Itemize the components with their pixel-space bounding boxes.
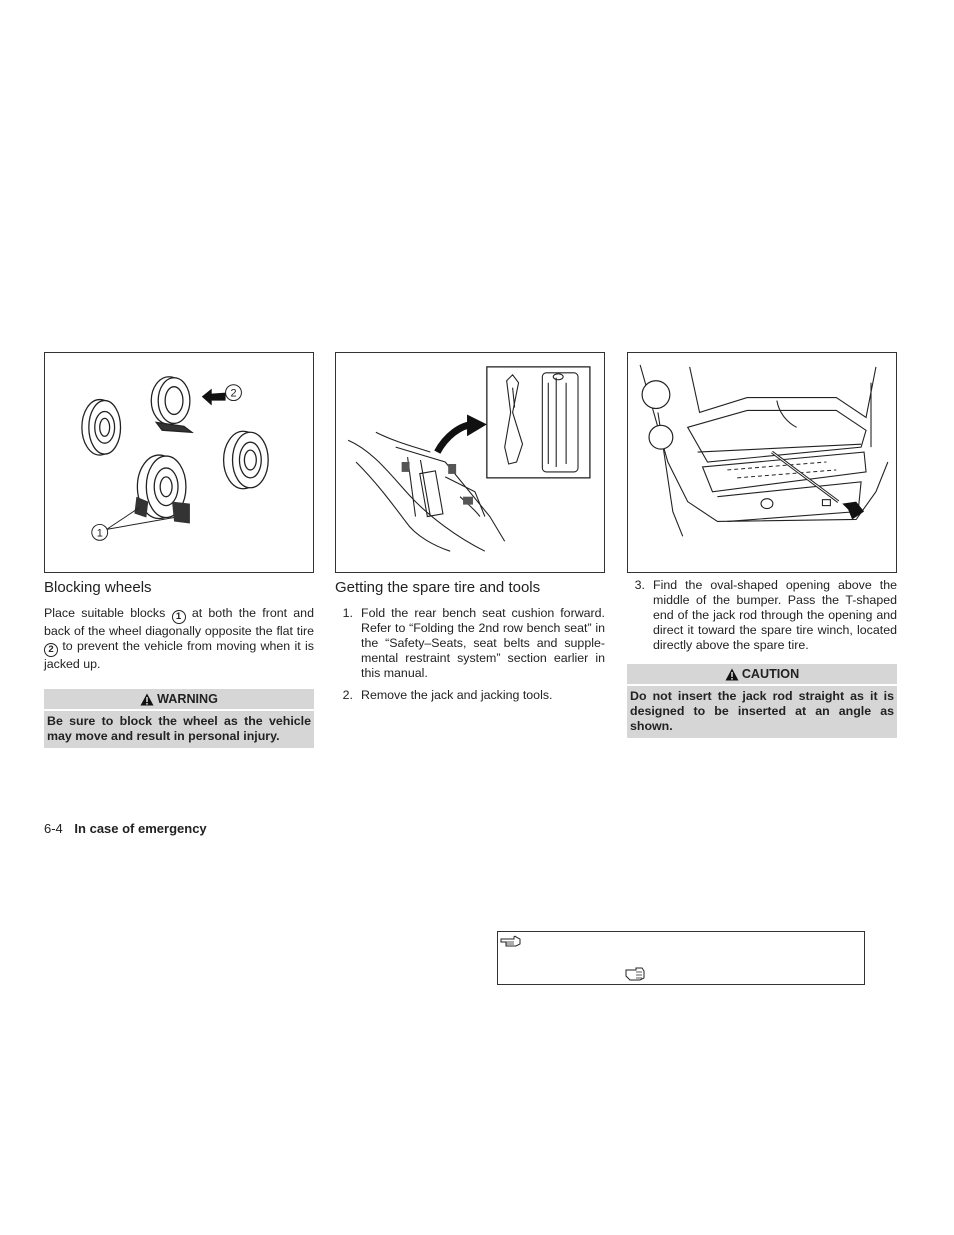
warning-triangle-icon: [140, 693, 154, 706]
step-text: Find the oval-shaped opening above the middle of the bumper. Pass the T-shaped end of the jack rod through the opening and direct it toward the spare tire winch, located directly above the spare tire.: [653, 578, 897, 652]
spare-tire-steps: [335, 606, 605, 703]
step-text: Remove the jack and jacking tools.: [361, 688, 553, 702]
pointing-hand-icon: [500, 934, 522, 948]
heading-blocking-wheels: Blocking wheels: [44, 579, 152, 596]
step-number: 3.: [634, 578, 645, 592]
column-left: [44, 579, 314, 748]
callout-1-label: 1: [96, 527, 103, 540]
page-number: 6-4: [44, 821, 63, 836]
step-number: 2.: [342, 688, 353, 702]
para-part-c: to prevent the vehicle from moving when it is jacked up.: [44, 639, 314, 671]
blocking-paragraph: [44, 606, 314, 672]
note-box: [497, 931, 865, 985]
caution-title: CAUTION: [741, 667, 800, 681]
callout-1-badge: 1: [172, 610, 186, 624]
column-right: [627, 578, 897, 738]
page-footer: [44, 821, 207, 836]
figure-blocking-wheels: [44, 352, 314, 573]
section-title: In case of emergency: [74, 821, 207, 836]
warning-text: Be sure to block the wheel as the vehicle may move and result in personal injury.: [47, 714, 311, 743]
warning-header: [44, 689, 314, 711]
warning-box: [44, 689, 314, 748]
callout-2-label: 2: [230, 387, 237, 400]
caution-header: [627, 664, 897, 686]
caution-triangle-icon: [725, 668, 739, 681]
figure-spare-tire-tools: [335, 352, 605, 573]
warning-title: WARNING: [157, 692, 218, 706]
heading-spare-tire: Getting the spare tire and tools: [335, 579, 541, 596]
list-item: [335, 688, 605, 703]
step-text: Fold the rear bench seat cushion forward. Refer to “Folding the 2nd row bench seat” in the “Safety–Seats, seat belts and supple-mental restraint system” section earlier in this manual.: [361, 606, 605, 680]
list-item: [627, 578, 897, 653]
callout-2-badge: 2: [44, 643, 58, 657]
jack-rod-steps: [627, 578, 897, 653]
step-number: 1.: [342, 606, 353, 620]
para-part-b: at both the front and back of the wheel diagonally opposite the flat tire: [44, 606, 314, 638]
figure-jack-rod-insertion: [627, 352, 897, 573]
para-part-a: Place suitable blocks: [44, 606, 166, 620]
pointing-hand-icon: [624, 967, 646, 981]
caution-box: [627, 664, 897, 738]
list-item: [335, 606, 605, 681]
caution-text: Do not insert the jack rod straight as it is designed to be inserted at an angle as shown.: [630, 689, 894, 733]
column-middle: [335, 579, 605, 710]
